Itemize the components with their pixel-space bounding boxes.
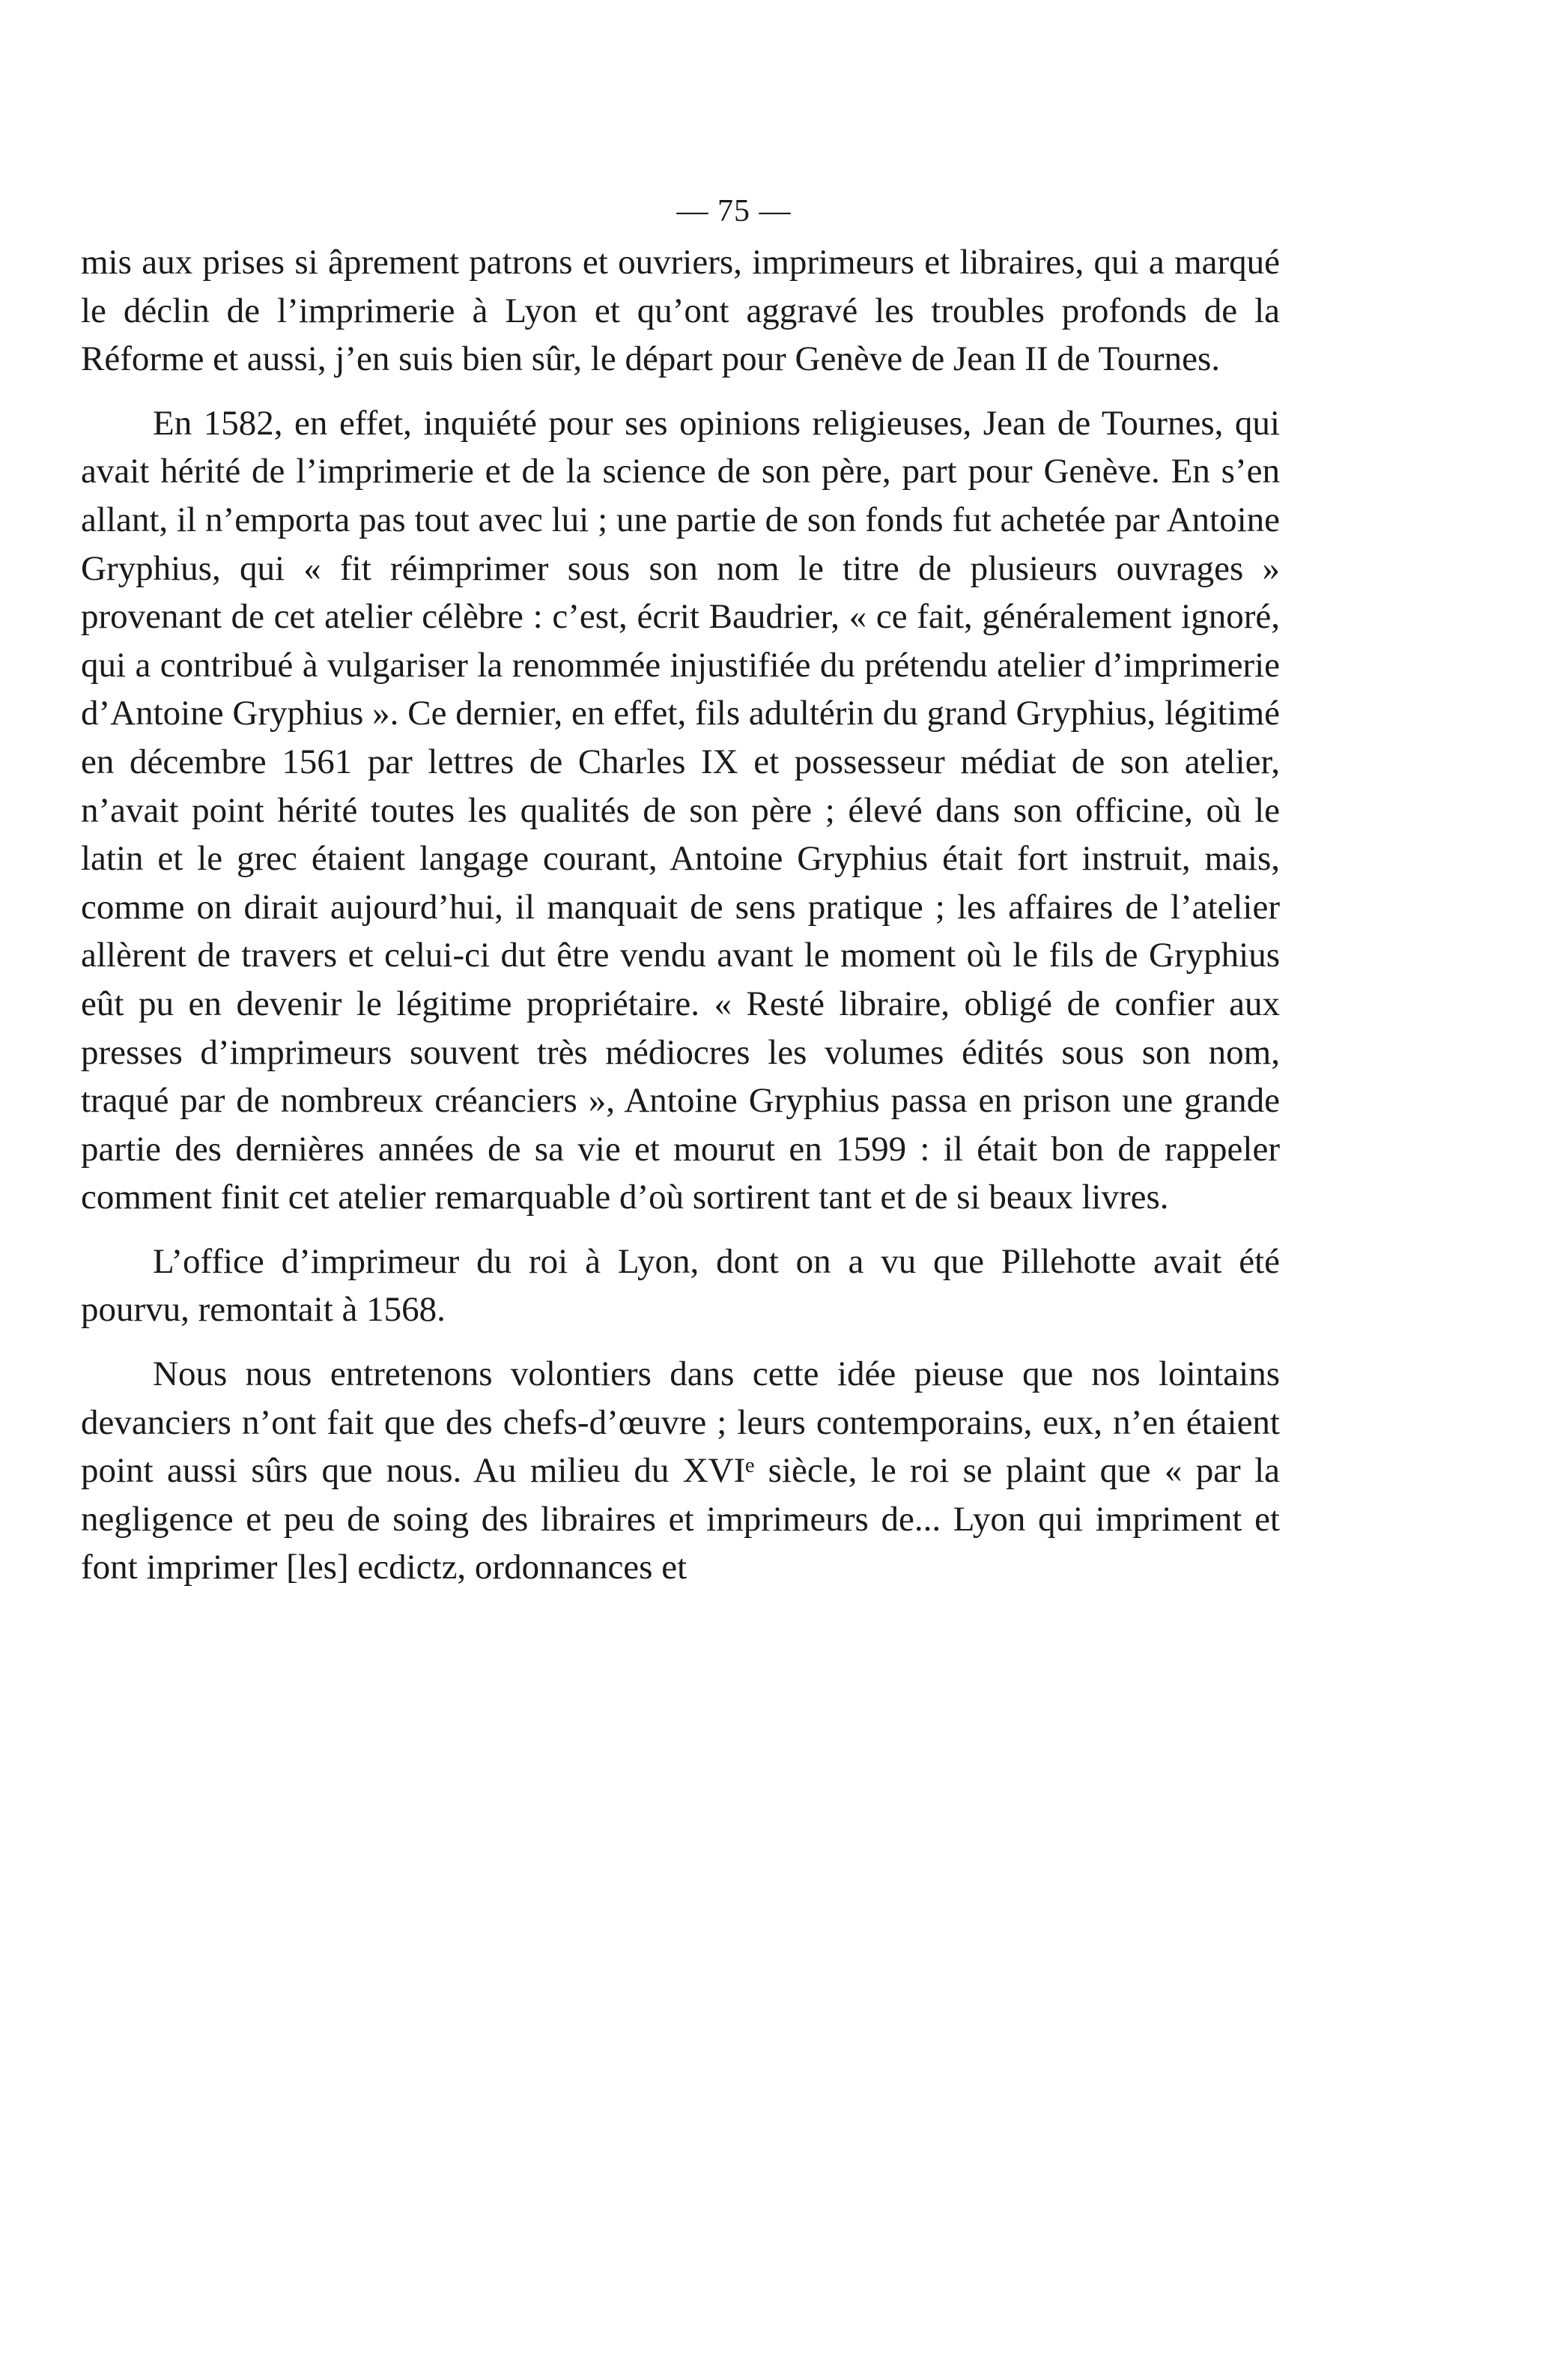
page-number: — 75 — bbox=[676, 194, 792, 228]
paragraph-devanciers: Nous nous entretenons volontiers dans cette idée pieuse que nos lointains devanciers n’ont fait que des chefs-d’œuvre ; leurs contemporains, eux, n’en étaient point aussi sûrs que nous. Au milieu du XVIᵉ siècle, le roi se plaint que « par la negligence et peu de soing des libraires et imprimeurs de... Lyon qui impriment et font imprimer [les] ecdictz, ordonnances et bbox=[81, 1354, 1280, 1587]
paragraph-jean-de-tournes: En 1582, en effet, inquiété pour ses opinions religieuses, Jean de Tournes, qui avait hérité de l’imprimerie et de la science de son père, part pour Genève. En s’en allant, il n’emporta pas tout avec lui ; une partie de son fonds fut achetée par Antoine Gryphius, qui « fit réimprimer sous son nom le titre de plusieurs ouvrages » provenant de cet atelier célèbre : c’est, écrit Baudrier, « ce fait, généralement ignoré, qui a contribué à vulgariser la renommée injustifiée du prétendu atelier d’imprimerie d’Antoine Gryphius ». Ce dernier, en effet, fils adultérin du grand Gryphius, légitimé en décembre 1561 par lettres de Charles IX et possesseur médiat de son atelier, n’avait point hérité toutes les qualités de son père ; élevé dans son officine, où le latin et le grec étaient langage courant, Antoine Gryphius était fort instruit, mais, comme on dirait aujourd’hui, il manquait de sens pratique ; les affaires de l’atelier allèrent de travers et celui-ci dut être vendu avant le moment où le fils de Gryphius eût pu en devenir le légitime propriétaire. « Resté libraire, obligé de confier aux presses d’imprimeurs souvent très médiocres les volumes édités sous son nom, traqué par de nombreux créanciers », Antoine Gryphius passa en prison une grande partie des dernières années de sa vie et mourut en 1599 : il était bon de rappeler comment finit cet atelier remarquable d’où sortirent tant et de si beaux livres. bbox=[81, 403, 1280, 1217]
body-text bbox=[81, 238, 1280, 1592]
paragraph-office-imprimeur: L’office d’imprimeur du roi à Lyon, dont on a vu que Pillehotte avait été pourvu, remontait à 1568. bbox=[81, 1241, 1280, 1330]
paragraph-continued: mis aux prises si âprement patrons et ouvriers, imprimeurs et libraires, qui a marqué le déclin de l’imprimerie à Lyon et qu’ont aggravé les troubles profonds de la Réforme et aussi, j’en suis bien sûr, le départ pour Genève de Jean II de Tournes. bbox=[81, 243, 1280, 379]
